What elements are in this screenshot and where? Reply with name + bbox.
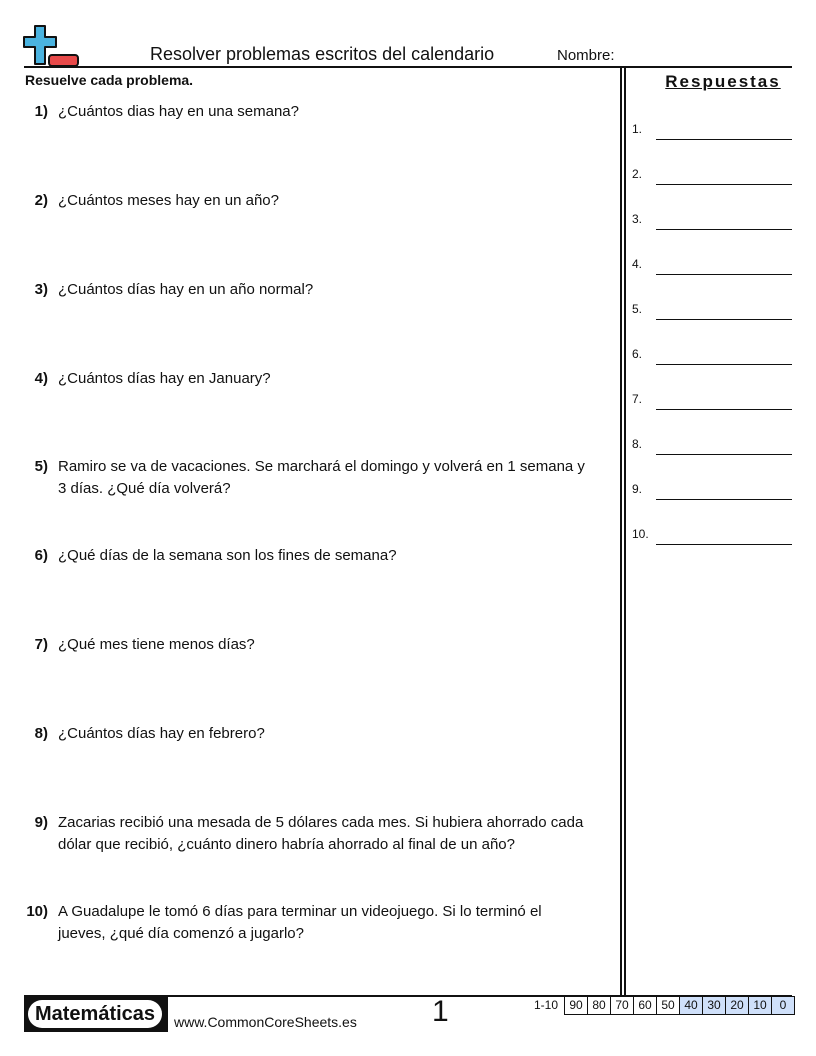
problem-text-line: dólar que recibió, ¿cuánto dinero habría ahorrado al final de un año?: [58, 836, 515, 853]
answer-number: 1.: [632, 122, 643, 136]
problem-number: 3): [34, 281, 48, 298]
instructions: Resuelve cada problema.: [25, 72, 194, 88]
problem-text-line: A Guadalupe le tomó 6 días para terminar un videojuego. Si lo terminó el: [58, 903, 542, 920]
problem-number: 10): [26, 903, 48, 920]
answers-title: Respuestas: [665, 72, 781, 91]
site-url: www.CommonCoreSheets.es: [174, 1014, 357, 1030]
problem-text: [58, 723, 618, 745]
problem-number: 7): [34, 636, 48, 653]
score-cell: 0: [772, 997, 795, 1014]
answer-number: 9.: [632, 482, 643, 496]
problem-text: [58, 368, 618, 390]
answer-number: 7.: [632, 392, 643, 406]
score-cell: 60: [634, 997, 657, 1014]
answer-number: 3.: [632, 212, 643, 226]
answer-field-10[interactable]: [632, 525, 792, 545]
problem-text: [58, 101, 618, 123]
answer-blank-line[interactable]: [656, 229, 792, 230]
answer-number: 8.: [632, 437, 643, 451]
problem-text: [58, 812, 618, 856]
problem-text-line: ¿Cuántos meses hay en un año?: [58, 192, 279, 209]
problem-text: [58, 634, 618, 656]
problem-number: 1): [34, 103, 48, 120]
problem-text-line: ¿Cuántos dias hay en una semana?: [58, 103, 299, 120]
problem-number: 4): [34, 370, 48, 387]
score-table: [564, 996, 795, 1015]
answer-field-7[interactable]: [632, 390, 792, 410]
answer-blank-line[interactable]: [656, 364, 792, 365]
answer-field-6[interactable]: [632, 345, 792, 365]
problem-number: 6): [34, 547, 48, 564]
score-cell: 90: [565, 997, 588, 1014]
problem-number: 2): [34, 192, 48, 209]
score-cell: 20: [726, 997, 749, 1014]
score-cell: 40: [680, 997, 703, 1014]
answer-blank-line[interactable]: [656, 274, 792, 275]
problem-text-line: ¿Qué días de la semana son los fines de semana?: [58, 547, 397, 564]
header-rule: [24, 66, 792, 68]
score-cell: 70: [611, 997, 634, 1014]
answer-field-4[interactable]: [632, 255, 792, 275]
score-cell: 80: [588, 997, 611, 1014]
problem-text: [58, 456, 618, 500]
problem-text-line: ¿Cuántos días hay en un año normal?: [58, 281, 314, 298]
problem-text-line: ¿Qué mes tiene menos días?: [58, 636, 255, 653]
answer-number: 6.: [632, 347, 643, 361]
problem-text-line: Zacarias recibió una mesada de 5 dólares cada mes. Si hubiera ahorrado cada: [58, 814, 584, 831]
answer-field-8[interactable]: [632, 435, 792, 455]
answer-blank-line[interactable]: [656, 499, 792, 500]
brand-label: Matemáticas: [28, 1000, 162, 1028]
problem-text-line: ¿Cuántos días hay en febrero?: [58, 725, 265, 742]
answer-blank-line[interactable]: [656, 409, 792, 410]
answer-number: 2.: [632, 167, 643, 181]
answer-blank-line[interactable]: [656, 184, 792, 185]
problem-text: [58, 279, 618, 301]
worksheet-title: Resolver problemas escritos del calendario: [150, 44, 495, 64]
answer-blank-line[interactable]: [656, 139, 792, 140]
score-cell: 30: [703, 997, 726, 1014]
math-logo-icon: [22, 24, 80, 68]
answer-blank-line[interactable]: [656, 454, 792, 455]
score-range-label: 1-10: [534, 998, 559, 1012]
answer-number: 5.: [632, 302, 643, 316]
answer-field-2[interactable]: [632, 165, 792, 185]
answer-number: 10.: [632, 527, 649, 541]
problem-text: [58, 190, 618, 212]
answer-blank-line[interactable]: [656, 544, 792, 545]
answer-field-3[interactable]: [632, 210, 792, 230]
answer-field-9[interactable]: [632, 480, 792, 500]
answer-field-5[interactable]: [632, 300, 792, 320]
answer-blank-line[interactable]: [656, 319, 792, 320]
problem-text-line: ¿Cuántos días hay en January?: [58, 370, 271, 387]
column-divider: [620, 68, 626, 995]
problem-number: 9): [34, 814, 48, 831]
answer-number: 4.: [632, 257, 643, 271]
problem-number: 8): [34, 725, 48, 742]
score-cell: 10: [749, 997, 772, 1014]
name-label: Nombre:: [557, 47, 615, 64]
page-number: 1: [432, 995, 449, 1028]
problem-text-line: 3 días. ¿Qué día volverá?: [58, 480, 231, 497]
problem-text-line: jueves, ¿qué día comenzó a jugarlo?: [58, 925, 304, 942]
answer-field-1[interactable]: [632, 120, 792, 140]
problem-text-line: Ramiro se va de vacaciones. Se marchará el domingo y volverá en 1 semana y: [58, 458, 585, 475]
problem-number: 5): [34, 458, 48, 475]
problem-text: [58, 901, 618, 945]
score-cell: 50: [657, 997, 680, 1014]
problem-text: [58, 545, 618, 567]
